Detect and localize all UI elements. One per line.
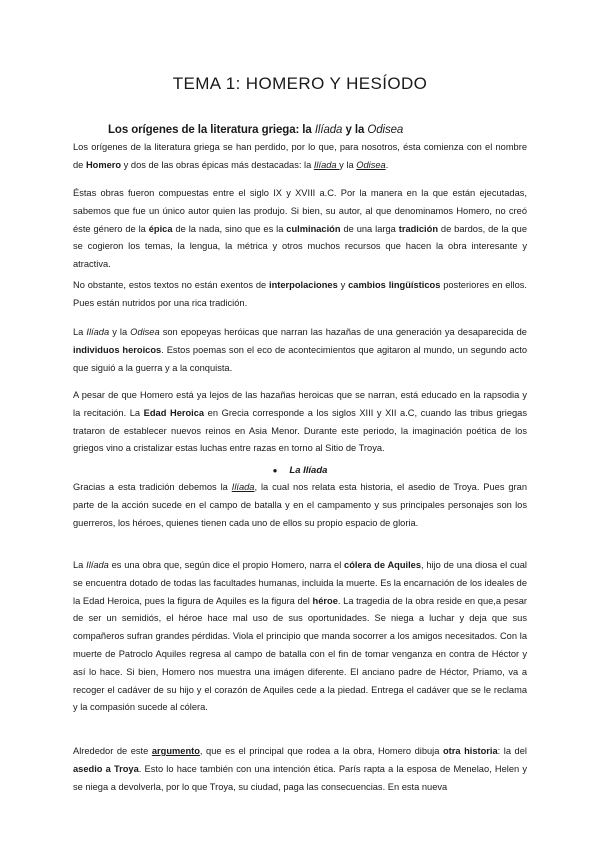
- text-run: y: [337, 280, 349, 290]
- text-run: de una larga: [340, 223, 399, 234]
- text-run: , hijo de una diosa el cual se encuentra dotado de todas las facultades humanas, incluida la muerte. Es la encarnación de los ideales de la Edad Heroica, pues la figura de Aquiles es la figura del: [73, 560, 527, 606]
- text-run: La: [73, 327, 87, 337]
- text-run: Los orígenes de la literatura griega se han perdido, por lo que, para nosotros, ésta comienza con el nombre de: [73, 142, 527, 170]
- section-heading: [108, 124, 403, 136]
- text-run: y dos de las obras épicas más destacadas: la: [121, 159, 314, 170]
- emphasis-colera: cólera de Aquiles: [344, 560, 422, 570]
- paragraph-7: [73, 557, 527, 717]
- paragraph-1: [73, 139, 527, 175]
- text-run: No obstante, estos textos no están exentos de: [73, 280, 270, 290]
- text-run: y la: [339, 159, 357, 170]
- paragraph-3: [73, 277, 527, 313]
- paragraph-6: [73, 479, 527, 532]
- text-run: de la nada, sino que es la: [172, 223, 287, 234]
- emphasis-culminacion: culminación: [286, 223, 341, 234]
- emphasis-interpolaciones: interpolaciones: [269, 280, 338, 290]
- title-iliada: Ilíada: [86, 560, 109, 570]
- text-run: son epopeyas heróicas que narran las hazañas de una generación ya desaparecida de: [159, 327, 527, 337]
- subtitle-odisea: Odisea: [367, 124, 404, 136]
- bullet-label: La Ilíada: [289, 465, 328, 476]
- emphasis-edad-heroica: Edad Heroica: [143, 407, 205, 418]
- emphasis-homero: Homero: [85, 159, 122, 170]
- paragraph-2: [73, 185, 527, 274]
- text-run: . La tragedia de la obra reside en que,a pesar de ser un semidiós, el héroe hace mal uso de sus oportunidades. Se niega a luchar y deja que sus compañeros sufran grandes pérdidas. Viola el principio que manda socorrer a los amigos necesitados. Con la muerte de Patroclo Aquiles regresa al campo de batalla con el fin de tomar venganza en contra de Héctor y así lo hace. Si bien, Homero nos muestra una imágen diferente. El anciano padre de Héctor, Priamo, va a recoger el cadáver de su hijo y el corazón de Aquiles cede a la piedad. Entrega el cadáver que se le reclama y la compasión sucede al cólera.: [73, 595, 527, 713]
- text-run: Éstas obras fueron compuestas entre el siglo IX y XVIII a.C. Por la manera en la que están ejecutadas, sabemos que fue un único autor quien las produjo. Si bien, su autor, al que denominamos Homero, no creó éste género de la: [73, 188, 527, 234]
- emphasis-tradicion: tradición: [398, 223, 438, 234]
- link-odisea: Odisea: [356, 159, 386, 170]
- emphasis-epica: épica: [148, 223, 173, 234]
- text-run: Gracias a esta tradición debemos la: [73, 482, 232, 492]
- link-iliada: Ilíada: [231, 482, 255, 492]
- paragraph-5: [73, 387, 527, 458]
- text-run: .: [385, 159, 389, 170]
- emphasis-cambios: cambios lingüísticos: [348, 280, 441, 290]
- title-iliada: Ilíada: [86, 327, 110, 337]
- text-run: , que es el principal que rodea a la obra, Homero dibuja: [199, 746, 443, 756]
- bullet-heading: [0, 465, 600, 476]
- emphasis-otra-historia: otra historia: [442, 746, 498, 756]
- text-run: es una obra que, según dice el propio Homero, narra el: [108, 560, 345, 570]
- subtitle-and: y la: [342, 124, 368, 136]
- text-run: : la del: [497, 746, 527, 756]
- text-run: en Grecia corresponde a los siglos XIII y XII a.C, cuando las tribus griegas trataron de establecer nuevos reinos en Asia Menor. Durante este periodo, la imaginación poética de los griegos vino a cristalizar estas luchas entre razas en torno al Sitio de Troya.: [73, 407, 527, 454]
- text-run: . Estos poemas son el eco de acontecimientos que agitaron al mundo, un segundo acto que siguió a la guerra y a la conquista.: [73, 344, 527, 373]
- emphasis-asedio: asedio a Troya: [73, 763, 139, 774]
- link-iliada: Ilíada: [313, 159, 340, 170]
- text-run: A pesar de que Homero está ya lejos de las hazañas heroicas que se narran, está educado en la rapsodia y la recitación. La: [73, 390, 527, 418]
- text-run: . Esto lo hace también con una intención ética. París rapta a la esposa de Menelao, Helen y se niega a devolverla, por lo que Troya, su ciudad, paga las consecuencias. En esta nueva: [73, 763, 527, 792]
- emphasis-heroe: héroe: [312, 595, 338, 606]
- paragraph-4: [73, 324, 527, 377]
- text-run: , la cual nos relata esta historia, el asedio de Troya. Pues gran parte de la acción sucede en el campo de batalla y en el campamento y sus principales personajes son los guerreros, los héroes, quienes tienen cada uno de ellos su propio espacio de gloria.: [73, 482, 527, 528]
- text-run: y la: [109, 327, 131, 337]
- text-run: de bardos, de la que se cogieron los temas, la lengua, la métrica y otros muchos recursos que hacen la obra interesante y atractiva.: [73, 223, 527, 270]
- emphasis-individuos: individuos heroicos: [73, 344, 162, 355]
- subtitle-iliada: Ilíada: [314, 124, 343, 136]
- text-run: posteriores en ellos. Pues están nutridos por una rica tradición.: [73, 280, 527, 308]
- emphasis-argumento: argumento: [151, 746, 200, 756]
- subtitle-prefix: Los orígenes de la literatura griega: la: [108, 124, 315, 136]
- page-title: TEMA 1: HOMERO Y HESÍODO: [172, 74, 428, 93]
- text-run: Alrededor de este: [73, 746, 152, 756]
- bullet-dot-icon: ●: [272, 466, 278, 475]
- title-odisea: Odisea: [130, 327, 160, 337]
- paragraph-8: [73, 743, 527, 796]
- text-run: La: [73, 560, 87, 570]
